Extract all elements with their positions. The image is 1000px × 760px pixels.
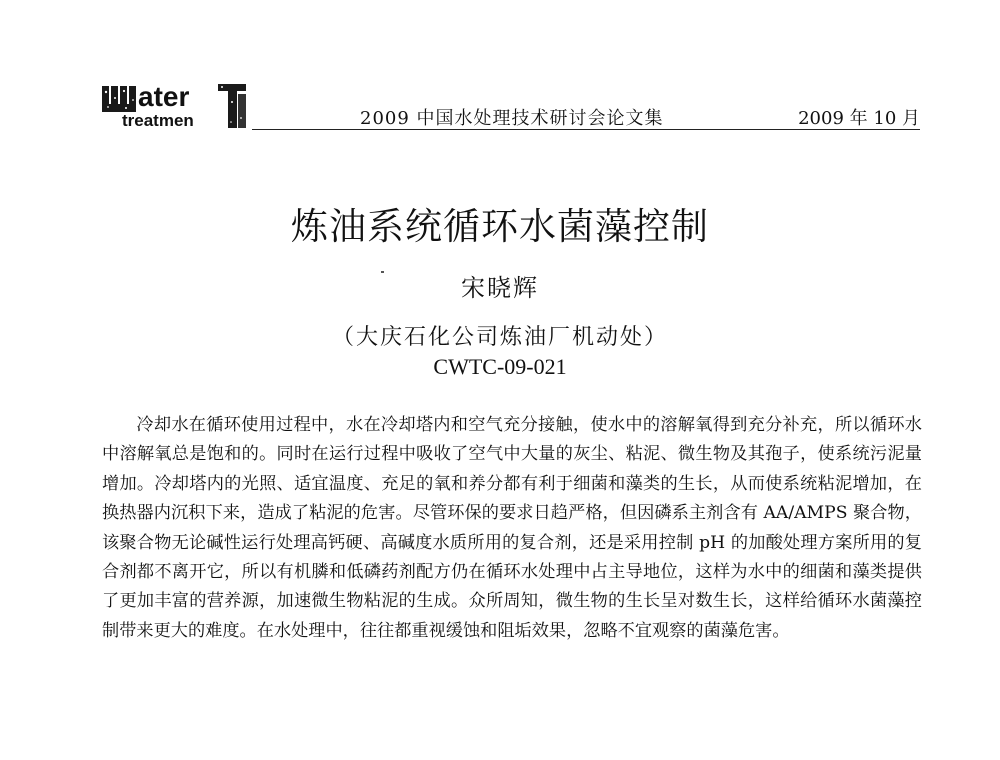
logo-graphic: [100, 78, 250, 132]
author-affiliation: （大庆石化公司炼油厂机动处）: [331, 325, 668, 350]
header-date: 2009 年 10 月: [798, 108, 920, 129]
author-name: 宋晓辉: [461, 274, 539, 302]
paper-title: 炼油系统循环水菌藻控制: [291, 205, 709, 248]
journal-title: 2009 中国水处理技术研讨会论文集: [360, 108, 664, 129]
paper-code: CWTC-09-021: [433, 354, 567, 379]
body-paragraph: 冷却水在循环使用过程中，水在冷却塔内和空气充分接触，使水中的溶解氧得到充分补充，所以循环水中溶解氧总是饱和的。同时在运行过程中吸收了空气中大量的灰尘、粘泥、微生物及其孢子，使系统污泥量增加。冷却塔内的光照、适宜温度、充足的氧和养分都有利于细菌和藻类的生长，从而使系统粘泥增加，在换热器内沉积下来，造成了粘泥的危害。尽管环保的要求日趋严格，但因磷系主剂含有 AA/AMPS 聚合物，该聚合物无论碱性运行处理高钙硬、高碱度水质所用的复合剂，还是采用控制 pH 的加酸处理方案所用的复合剂都不离开它，所以有机膦和低磷药剂配方仍在循环水处理中占主导地位，这样为水中的细菌和藻类提供了更加丰富的营养源，加速微生物粘泥的生成。众所周知，微生物的生长呈对数生长，这样给循环水菌藻控制带来更大的难度。在水处理中，往往都重视缓蚀和阻垢效果，忽略不宜观察的菌藻危害。: [102, 415, 922, 641]
logo-text-line1: ater: [138, 81, 190, 112]
logo-t-side: [238, 94, 246, 128]
logo-t-stem: [228, 91, 237, 128]
running-header: [360, 104, 920, 132]
logo-text-line2: treatmen: [122, 111, 194, 130]
header-divider: [252, 129, 920, 130]
water-treatment-logo: [100, 78, 250, 132]
